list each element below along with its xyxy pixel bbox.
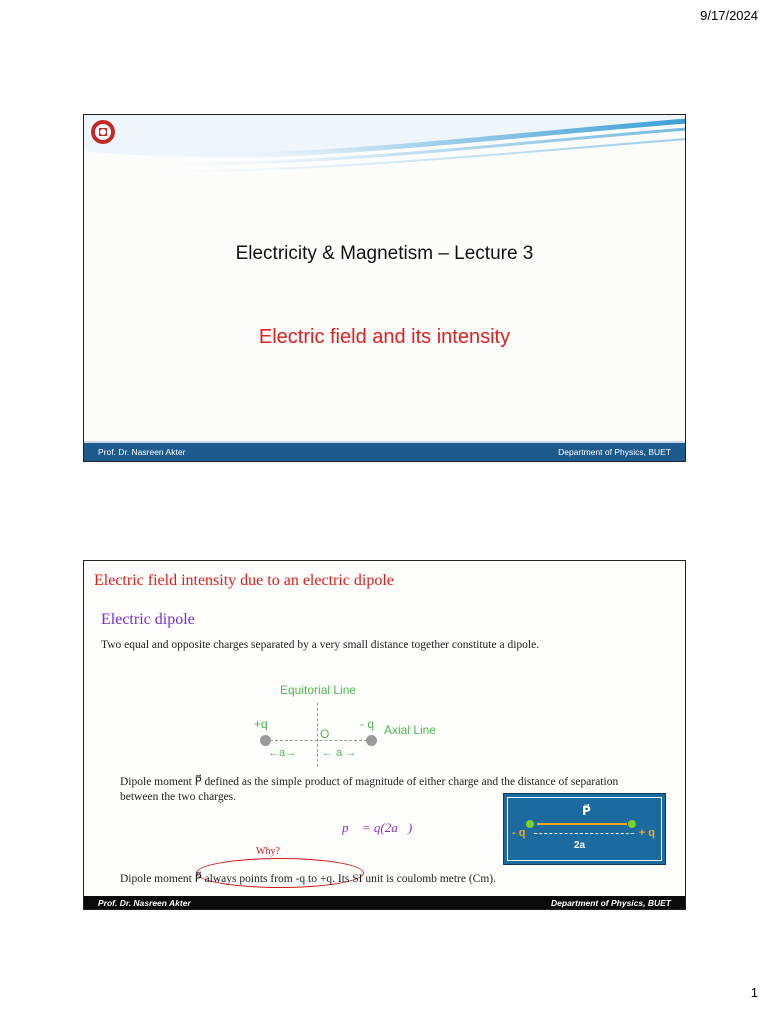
dipole-definition: Two equal and opposite charges separated by a very small distance together constitute a dipole. [101,639,540,651]
header-wave [84,115,686,177]
page-date: 9/17/2024 [700,8,758,23]
box-positive-label: + q [638,827,655,839]
section-heading: Electric dipole [101,611,195,628]
equitorial-line-label: Equitorial Line [280,683,357,697]
positive-charge-dot [628,820,636,828]
negative-charge-label: - q [360,717,375,731]
why-annotation: Why? [256,846,280,857]
slide-title-text: Electric field intensity due to an electric dipole [94,572,394,589]
slide-title [83,114,686,462]
dipole-vector-diagram [503,793,666,865]
dipole-direction-text [120,871,496,885]
dipole-vector-label: P⃗ [582,804,591,818]
slide-footer [84,441,685,461]
separation-line [534,833,634,834]
axial-line [265,740,372,741]
direction-prefix: Dipole moment [120,873,195,885]
dipole-moment-definition: Dipole moment P⃗ defined as the simple product of magnitude of either charge and the distance of separation between the two charges. [120,776,619,803]
footer-author: Prof. Dr. Nasreen Akter [98,447,186,457]
page-number: 1 [750,985,758,1000]
footer-author: Prof. Dr. Nasreen Akter [98,897,191,908]
direction-highlight: P⃗ always points from -q to +q. [194,873,335,885]
origin-label: O [320,727,330,741]
distance-left-label: ←a→ [268,747,297,759]
dipole-arrow [537,823,627,825]
equitorial-line [317,703,318,767]
positive-charge [260,735,271,746]
slide-dipole [83,560,686,910]
footer-department: Department of Physics, BUET [551,897,671,908]
distance-right-label: ← a → [322,747,357,759]
direction-suffix: Its SI unit is coulomb metre (Cm). [334,873,496,885]
axial-line-label: Axial Line [384,723,437,737]
box-negative-label: - q [512,827,526,839]
university-logo-icon [90,119,116,145]
positive-charge-label: +q [254,717,268,731]
lecture-subtitle: Electric field and its intensity [258,326,511,348]
separation-label: 2a [574,840,586,851]
dipole-formula: p⃗ = q(2a⃗) [342,820,413,835]
lecture-title: Electricity & Magnetism – Lecture 3 [235,243,534,264]
negative-charge [366,735,377,746]
dipole-diagram [234,673,454,769]
negative-charge-dot [526,820,534,828]
footer-department: Department of Physics, BUET [558,447,671,457]
slide-footer [84,896,685,909]
